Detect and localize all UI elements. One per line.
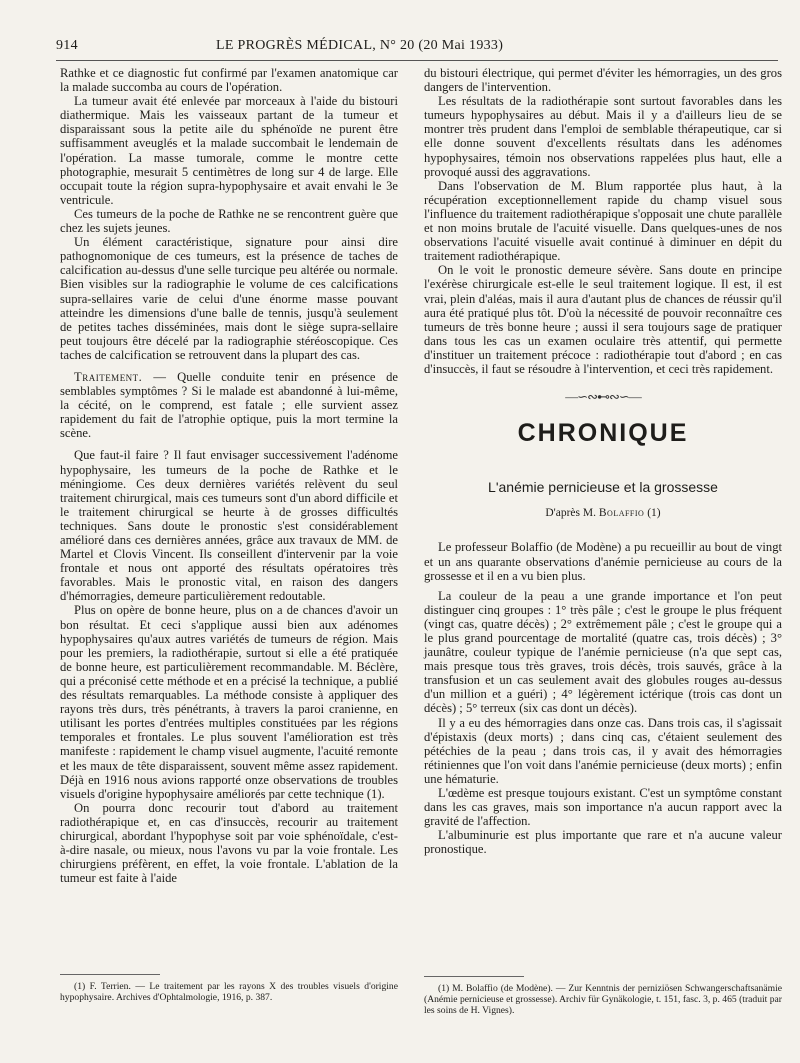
paragraph: Les résultats de la radiothérapie sont surtout favorables dans les tumeurs hypophysaires au début. Mais il y a d'ailleurs lieu de se montrer très prudent dans l'emploi de semblable thérapeutique, car si elle donne souvent d'excellents résultats dans les adénomes hypophysaires, témoin nos observations rappelées plus haut, elle a provoqué aussi des aggravations.	[424, 94, 782, 179]
paragraph: La tumeur avait été enlevée par morceaux à l'aide du bistouri diathermique. Mais les vaisseaux partant de la tumeur et disparaissant sous la petite aile du sphénoïde ne purent être suffisamment aveuglés et la malade succombait le lendemain de l'opération. La masse tumorale, comme le montre cette photographie, mesurait 5 centimètres de long sur 4 de large. Elle occupait toute la région supra-hypophysaire et avait envahi le 3e ventricule.	[60, 94, 398, 207]
header-rule	[56, 60, 778, 61]
footnote-block	[60, 964, 398, 1003]
paragraph: Il y a eu des hémorragies dans onze cas. Dans trois cas, il s'agissait d'épistaxis (deux morts) ; dans cinq cas, c'étaient seulement des pétéchies de la peau ; dans trois cas, il y avait des hémorragies rétiniennes que l'on voit dans l'anémie pernicieuse (deux morts) ; enfin une hématurie.	[424, 715, 782, 786]
footnote-rule	[424, 976, 524, 977]
paragraph-text: Quelle conduite tenir en présence de semblables symptômes ? Si le malade est abandonné à lui-même, la cécité, on le comprend, est fatale ; elle survient assez rapidement du fait de l'atrophie optique, puis la mort termine la scène.	[60, 369, 398, 441]
byline-ref: (1)	[644, 507, 661, 520]
left-column	[60, 66, 398, 1003]
traitement-paragraph	[60, 370, 398, 440]
article-byline	[424, 506, 782, 520]
paragraph: Ces tumeurs de la poche de Rathke ne se rencontrent guère que chez les sujets jeunes.	[60, 206, 398, 236]
paragraph: Un élément caractéristique, signature pour ainsi dire pathognomonique de ces tumeurs, est la présence de taches de calcification au-dessus d'une selle turcique peu altérée ou normale. Bien visibles sur la radiographie le volume de ces calcifications supra-sellaires varie de celui d'une énorme masse pouvant atteindre les dimensions d'une balle de tennis, jusqu'à seulement de petites taches disséminées, mais dont le siège supra-sellaire peut toujours être décelé par la radiographie stéréoscopique. Ces taches de calcification se retrouvent dans la plupart des cas.	[60, 235, 398, 362]
paragraph: Rathke et ce diagnostic fut confirmé par l'examen anatomique car la malade succomba au cours de l'opération.	[60, 66, 398, 95]
byline-author: Bolaffio	[598, 507, 645, 520]
right-column	[424, 66, 782, 1016]
paragraph: L'œdème est presque toujours existant. C'est un symptôme constant dans les cas graves, mais son importance n'a aucun rapport avec la gravité de l'affection.	[424, 786, 782, 829]
paragraph: La couleur de la peau a une grande importance et l'on peut distinguer cinq groupes : 1° très pâle ; c'est le groupe le plus fréquent (vingt cas, quatre décès) ; 2° extrêmement pâle ; c'est le groupe qui a le plus grand pourcentage de mortalité (quatre cas, trois décès) ; 3° jaunâtre, couleur typique de l'anémie pernicieuse (n'a que sept cas, mais presque tous très graves, trois décès, trois sauvés, grâce à la transfusion et un cas seulement avait des globules rouges au-dessus d'un million et a guéri) ; 4° légèrement ictérique (trois cas dont un décès) ; 5° terreux (six cas dont un décès).	[424, 588, 782, 716]
section-title: CHRONIQUE	[517, 419, 689, 448]
section-label: Traitement. —	[74, 369, 167, 384]
paragraph: Plus on opère de bonne heure, plus on a de chances d'avoir un bon résultat. Et ceci s'applique aussi bien aux adénomes hypophysaires qu'aux autres variétés de tumeurs de région. Mais pour les premiers, la radiothérapie, surtout si elle a été pratiquée de bonne heure, est particulièrement recommandable. M. Béclère, qui a préconisé cette méthode et en a précisé la technique, a publié des résultats remarquables. La méthode consiste à appliquer des rayons très durs, très pénétrants, à travers la paroi cranienne, en utilisant les portes d'entrées multiples constituées par les régions temporales et frontales. Le plus souvent l'amélioration est très manifeste : rapidement le champ visuel augmente, l'acuité remonte et les maux de tête disparaissent, souvent même assez rapidement. Déjà en 1916 nous avions rapporté onze observations de troubles visuels d'origine hypophysaire améliorés par cette technique (1).	[60, 603, 398, 801]
paragraph: L'albuminurie est plus importante que rare et n'a aucune valeur pronostique.	[424, 828, 782, 857]
journal-title: LE PROGRÈS MÉDICAL, N° 20 (20 Mai 1933)	[216, 38, 504, 53]
page-number: 914	[56, 38, 78, 53]
byline-prefix: D'après M.	[545, 507, 599, 520]
section-ornament: —∽∾⊷∾∽—	[565, 389, 641, 405]
paragraph: On le voit le pronostic demeure sévère. Sans doute en principe l'exérèse chirurgicale est-elle le seul traitement logique. Il est, il est vrai, plein d'aléas, mais il aura d'autant plus de chances de réussir qu'il aura été pratiqué plus tôt. D'où la nécessité de pouvoir reconnaître ces tumeurs de très bonne heure ; aussi il sera toujours sage de pratiquer dans tous les cas un examen oculaire très attentif, qui permette d'instituer un traitement précoce : radiothérapie tout d'abord ; en cas d'insuccès, il faut se résoudre à l'intervention, et ceci très rapidement.	[424, 263, 782, 376]
footnote-block	[424, 966, 782, 1016]
paragraph: On pourra donc recourir tout d'abord au traitement radiothérapique et, en cas d'insuccès, recourir au traitement chirurgical, abordant l'hypophyse soit par voie sphénoïdale, c'est-à-dire nasale, ou mieux, nous l'avons vu par la voie frontale. Les chirurgiens préfèrent, en effet, la voie frontale. L'ablation de la tumeur est faite à l'aide	[60, 800, 398, 886]
footnote: (1) M. Bolaffio (de Modène). — Zur Kenntnis der perniziösen Schwangerschaftsanämie (Anémie pernicieuse et grossesse). Archiv für Gynäkologie, t. 151, fasc. 3, p. 465 (traduit par les soins de H. Vignes).	[424, 983, 782, 1016]
paragraph: du bistouri électrique, qui permet d'éviter les hémorragies, un des gros dangers de l'intervention.	[424, 66, 782, 95]
paragraph: Que faut-il faire ? Il faut envisager successivement l'adénome hypophysaire, les tumeurs de la poche de Rathke et le méningiome. Ces deux dernières variétés relèvent du seul traitement chirurgical, mais ces tumeurs sont d'un abord difficile et le traitement chirurgical se heurte à de grosses difficultés techniques. Sans doute le pronostic s'est considérablement amélioré dans ces dernières années, grâce aux travaux de MM. de Martel et Clovis Vincent. Ils conseillent d'intervenir par la voie frontale et nous ont apporté des résultats opératoires très favorables. Mais le pronostic vital, en raison des dangers d'hémorragies, demeure particulièrement redoutable.	[60, 448, 398, 604]
paragraph: Dans l'observation de M. Blum rapportée plus haut, à la récupération exceptionnellement rapide du champ visuel sous l'influence du traitement radiothérapique s'opposait une chute parallèle et non moins brutale de l'acuité visuelle. Dans quelques-unes de nos observations l'acuité visuelle avait continué à diminuer en dépit du traitement radiothérapique.	[424, 178, 782, 264]
article-title: L'anémie pernicieuse et la grossesse	[488, 479, 718, 496]
paragraph: Le professeur Bolaffio (de Modène) a pu recueillir au bout de vingt et un ans quarante observations d'anémie pernicieuse au cours de la grossesse et il en a vu bien plus.	[424, 540, 782, 583]
footnote-rule	[60, 974, 160, 975]
footnote: (1) F. Terrien. — Le traitement par les rayons X des troubles visuels d'origine hypophysaire. Archives d'Ophtalmologie, 1916, p. 387.	[60, 981, 398, 1003]
